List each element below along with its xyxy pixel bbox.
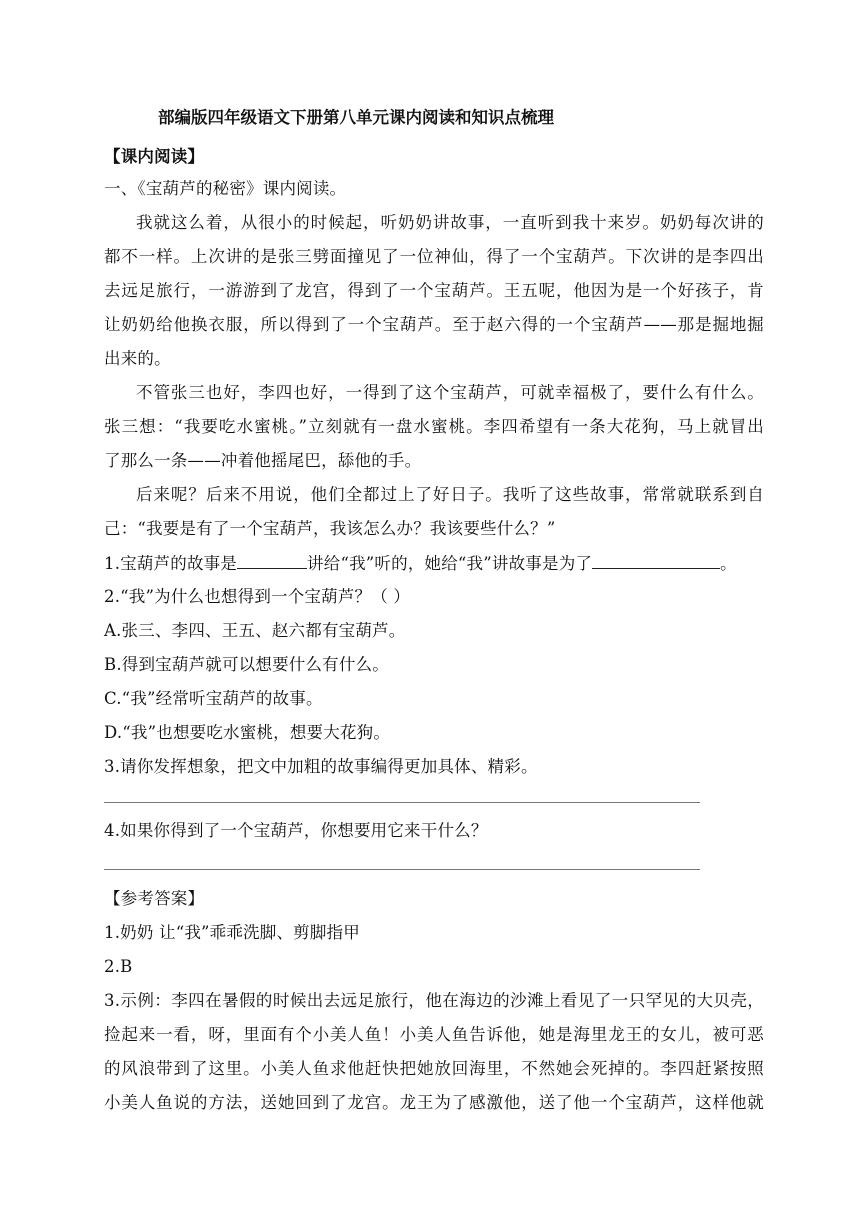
answer-3-line: 捡起来一看，呀，里面有个小美人鱼！小美人鱼告诉他，她是海里龙王的女儿，被可恶 (104, 1025, 764, 1044)
question-4: 4.如果你得到了一个宝葫芦，你想要用它来干什么？ (104, 821, 488, 840)
question-1-text-c: 。 (720, 554, 737, 573)
section-heading-reading: 【课内阅读】 (104, 147, 205, 166)
answer-line-q4[interactable] (104, 869, 700, 870)
answer-3-line: 3.示例：李四在暑假的时候出去远足旅行，他在海边的沙滩上看见了一只罕见的大贝壳， (104, 991, 764, 1010)
passage-line: 张三想：“我要吃水蜜桃。”立刻就有一盘水蜜桃。李四希望有一条大花狗，马上就冒出 (104, 417, 764, 436)
passage-line: 让奶奶给他换衣服，所以得到了一个宝葫芦。至于赵六得的一个宝葫芦——那是掘地掘 (104, 315, 764, 334)
question-2-option-d: D.“我”也想要吃水蜜桃，想要大花狗。 (104, 723, 391, 742)
section-heading-answers: 【参考答案】 (104, 889, 205, 908)
fill-blank-2[interactable] (592, 552, 720, 569)
answer-3-line: 小美人鱼说的方法，送她回到了龙宫。龙王为了感激他，送了他一个宝葫芦，这样他就 (104, 1093, 764, 1112)
passage-line: 出来的。 (104, 349, 171, 368)
answer-2: 2.B (104, 957, 133, 976)
passage-line: 去远足旅行，一游游到了龙宫，得到了一个宝葫芦。王五呢，他因为是一个好孩子，肯 (104, 281, 764, 300)
question-2: 2.“我”为什么也想得到一个宝葫芦？（ ） (104, 587, 411, 606)
answer-line-q3[interactable] (104, 802, 700, 803)
passage-line: 己：“我要是有了一个宝葫芦，我该怎么办？我该要些什么？” (104, 519, 556, 538)
document-title: 部编版四年级语文下册第八单元课内阅读和知识点梳理 (158, 108, 554, 127)
question-intro: 一、《宝葫芦的秘密》课内阅读。 (104, 179, 347, 198)
question-2-option-c: C.“我”经常听宝葫芦的故事。 (104, 689, 323, 708)
passage-line: 后来呢？后来不用说，他们全都过上了好日子。我听了这些故事，常常就联系到自 (136, 485, 764, 504)
passage-line: 我就这么着，从很小的时候起，听奶奶讲故事，一直听到我十来岁。奶奶每次讲的 (136, 213, 764, 232)
question-1 (104, 552, 764, 575)
answer-1: 1.奶奶 让“我”乖乖洗脚、剪脚指甲 (104, 923, 360, 942)
question-2-option-b: B.得到宝葫芦就可以想要什么有什么。 (104, 655, 389, 674)
question-1-text-b: 讲给“我”听的，她给“我”讲故事是为了 (307, 554, 593, 573)
answer-3-line: 的风浪带到了这里。小美人鱼求他赶快把她放回海里，不然她会死掉的。李四赶紧按照 (104, 1059, 764, 1078)
question-3: 3.请你发挥想象，把文中加粗的故事编得更加具体、精彩。 (104, 757, 538, 776)
question-1-text-a: 1.宝葫芦的故事是 (104, 554, 238, 573)
passage-line: 都不一样。上次讲的是张三劈面撞见了一位神仙，得了一个宝葫芦。下次讲的是李四出 (104, 247, 764, 266)
question-2-option-a: A.张三、李四、王五、赵六都有宝葫芦。 (104, 621, 406, 640)
passage-line: 了那么一条——冲着他摇尾巴，舔他的手。 (104, 451, 422, 470)
fill-blank-1[interactable] (237, 552, 307, 569)
passage-line: 不管张三也好，李四也好，一得到了这个宝葫芦，可就幸福极了，要什么有什么。 (136, 383, 764, 402)
